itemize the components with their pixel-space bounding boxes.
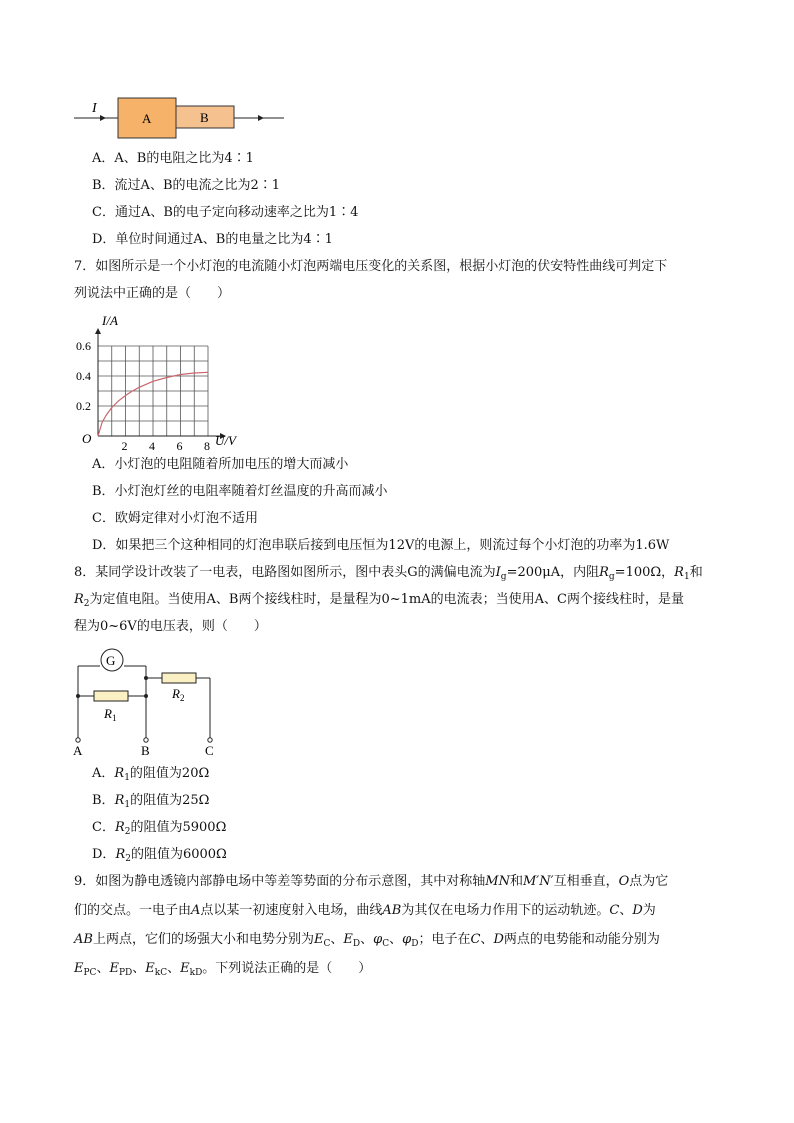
q7-stem-line1: 7．如图所示是一个小灯泡的电流随小灯泡两端电压变化的关系图，根据小灯泡的伏安特性曲线可判定下 bbox=[74, 259, 668, 274]
chart-axes bbox=[95, 328, 226, 439]
galvanometer-label: G bbox=[106, 653, 116, 668]
chart-x-tick-label: 8 bbox=[204, 439, 210, 450]
q6-option-d: D．单位时间通过A、B的电量之比为4∶1 bbox=[92, 232, 333, 247]
terminal-b-label: B bbox=[141, 743, 150, 758]
q8-option-c: C．$R_2$的阻值为5900Ω bbox=[92, 820, 227, 837]
q9-stem-line2: 们的交点。一电子由A点以某一初速度射入电场，曲线AB为其仅在电场力作用下的运动轨迹。C、D为 bbox=[74, 903, 656, 918]
r1-label: $R_1$ bbox=[104, 706, 117, 723]
q9-stem-line4: $E_{PC}$、$E_{PD}$、$E_{kC}$、$E_{kD}$。下列说法正确的是（ ） bbox=[74, 961, 372, 978]
current-arrow-in bbox=[100, 115, 106, 121]
chart-y-tick-label: 0.2 bbox=[76, 399, 91, 413]
chart-xlabel: U/V bbox=[215, 433, 236, 448]
terminal-a bbox=[76, 738, 80, 742]
chart-y-tick-label: 0.4 bbox=[76, 369, 91, 383]
q8-stem-line3: 程为0~6V的电压表，则（ ） bbox=[74, 619, 267, 634]
current-label: I bbox=[92, 101, 97, 116]
q8-option-b: B．$R_1$的阻值为25Ω bbox=[92, 793, 210, 810]
q6-option-b: B．流过A、B的电流之比为2∶1 bbox=[92, 178, 281, 193]
chart-origin: O bbox=[82, 431, 92, 446]
chart-ylabel: I/A bbox=[102, 313, 118, 328]
q7-option-c: C．欧姆定律对小灯泡不适用 bbox=[92, 511, 258, 526]
q8-option-a: A．$R_1$的阻值为20Ω bbox=[92, 766, 210, 783]
current-arrow-out bbox=[258, 115, 264, 121]
terminal-c-label: C bbox=[205, 743, 214, 758]
block-b-label: B bbox=[200, 110, 209, 125]
resistor-r1 bbox=[94, 691, 128, 701]
q7-option-b: B．小灯泡灯丝的电阻率随着灯丝温度的升高而减小 bbox=[92, 484, 388, 499]
q6-option-c: C．通过A、B的电子定向移动速率之比为1∶4 bbox=[92, 205, 359, 220]
q6-option-a: A．A、B的电阻之比为4∶1 bbox=[92, 151, 254, 166]
resistor-r2 bbox=[162, 673, 196, 683]
terminal-b bbox=[144, 738, 148, 742]
chart-x-tick-label: 2 bbox=[121, 439, 128, 450]
chart-y-arrow bbox=[95, 328, 101, 334]
circuit-diagram bbox=[68, 646, 228, 758]
block-a-label: A bbox=[142, 111, 152, 126]
q7-stem-line2: 列说法中正确的是（ ） bbox=[74, 286, 231, 301]
chart-grid bbox=[98, 346, 208, 436]
q8-stem-line1: 8．某同学设计改装了一电表，电路图如图所示，图中表头G的满偏电流为$I_g=200\mu A$，内阻$R_g=100\Omega$，$R_1$和 bbox=[74, 565, 703, 582]
q8-option-d: D．$R_2$的阻值为6000Ω bbox=[92, 847, 227, 864]
chart-x-tick-label: 6 bbox=[176, 439, 183, 450]
iu-chart bbox=[70, 308, 250, 450]
terminal-c bbox=[208, 738, 212, 742]
q7-option-a: A．小灯泡的电阻随着所加电压的增大而减小 bbox=[92, 457, 349, 472]
q9-stem-line3: AB上两点，它们的场强大小和电势分别为$E_C$、$E_D$、$\varphi_C$、$\varphi_D$；电子在C、D两点的电势能和动能分别为 bbox=[74, 932, 660, 949]
chart-y-tick-label: 0.6 bbox=[76, 339, 91, 353]
chart-x-tick-label: 4 bbox=[149, 439, 155, 450]
q8-stem-line2: $R_2$为定值电阻。当使用A、B两个接线柱时，是量程为0~1mA的电流表；当使用A、C两个接线柱时，是量 bbox=[74, 592, 684, 609]
figure-blocks-ab bbox=[70, 92, 300, 144]
r2-label: $R_2$ bbox=[172, 686, 185, 703]
chart-ticks bbox=[76, 339, 210, 450]
terminal-a-label: A bbox=[73, 743, 83, 758]
q7-option-d: D．如果把三个这种相同的灯泡串联后接到电压恒为12V的电源上，则流过每个小灯泡的功率为1.6W bbox=[92, 538, 670, 553]
q9-stem-line1: 9．如图为静电透镜内部静电场中等差等势面的分布示意图，其中对称轴MN和M′N′互相垂直，O点为它 bbox=[74, 874, 669, 889]
